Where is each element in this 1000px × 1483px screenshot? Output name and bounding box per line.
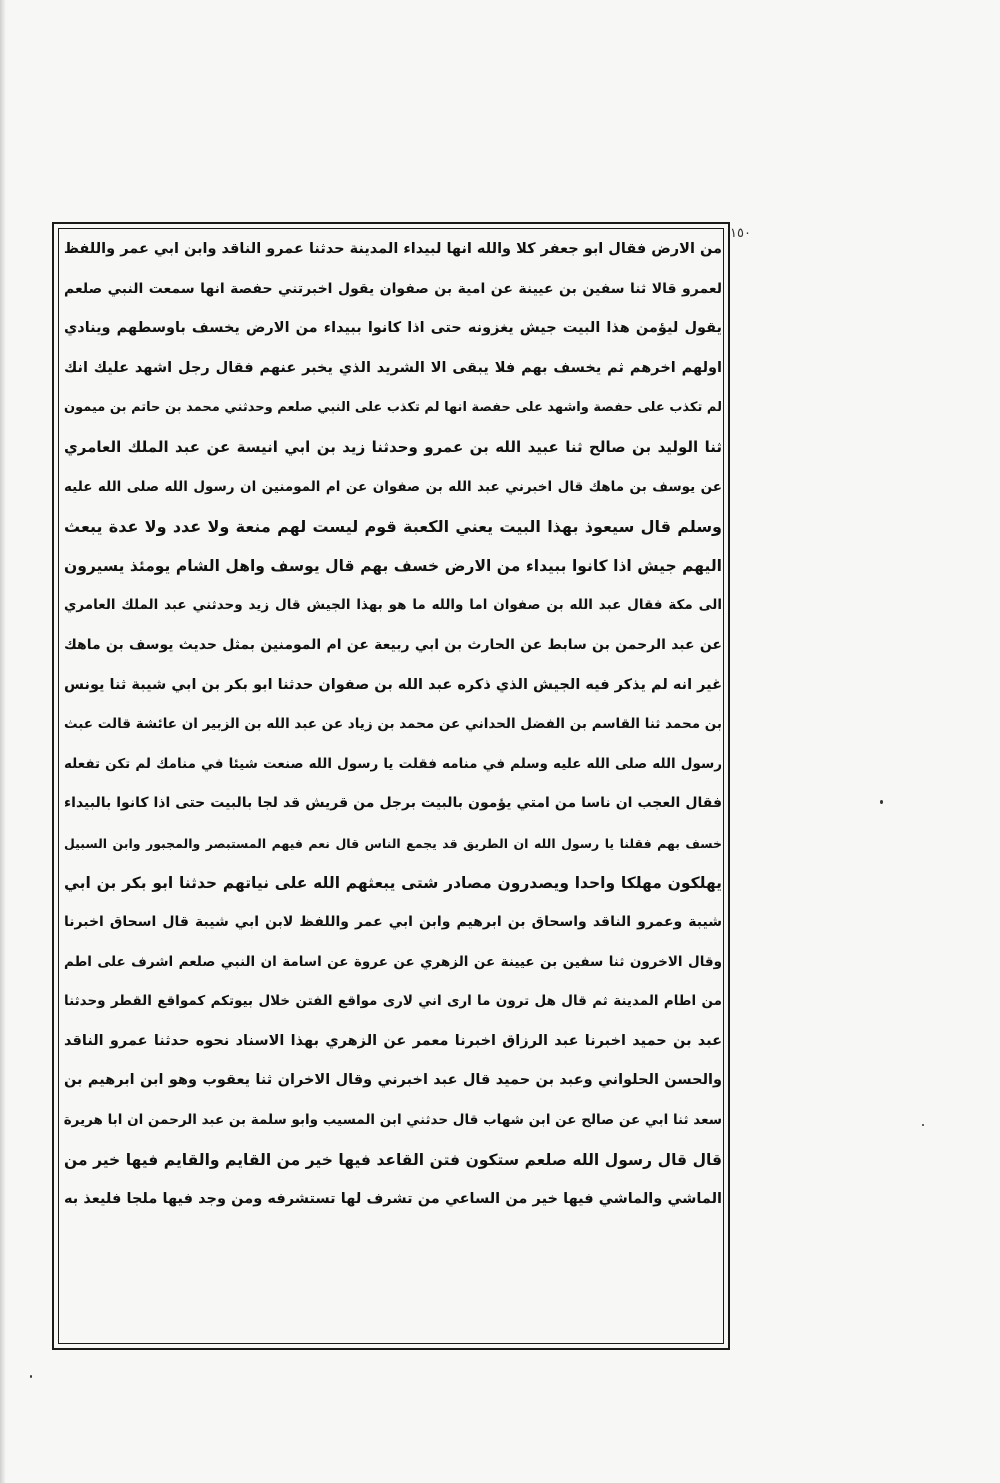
page-edge-shadow xyxy=(0,0,6,1483)
text-line: عبد بن حميد اخبرنا عبد الرزاق اخبرنا معمر عن الزهري بهذا الاسناد نحوه حدثنا عمرو الناقد xyxy=(64,1032,722,1049)
text-line: من اطام المدينة ثم قال هل ترون ما ارى اني لارى مواقع الفتن خلال بيوتكم كمواقع القطر وحدثنا xyxy=(64,993,722,1010)
text-line: خسف بهم فقلنا يا رسول الله ان الطريق قد يجمع الناس قال نعم فيهم المستبصر والمجبور وابن السبيل xyxy=(64,835,722,851)
text-line: اولهم اخرهم ثم يخسف بهم فلا يبقى الا الشريد الذي يخبر عنهم فقال رجل اشهد عليك انك xyxy=(64,359,722,376)
folio-number: ١٥٠ xyxy=(730,226,751,241)
text-line: من الارض فقال ابو جعفر كلا والله انها لبيداء المدينة حدثنا عمرو الناقد وابن ابي عمر واللفظ xyxy=(64,241,722,257)
text-line: بن محمد ثنا القاسم بن الفضل الحداني عن محمد بن زياد عن عبد الله بن الزبير ان عائشة قالت عبث xyxy=(64,716,722,733)
text-line: يهلكون مهلكا واحدا ويصدرون مصادر شتى يبعثهم الله على نياتهم حدثنا ابو بكر بن ابي xyxy=(64,873,722,892)
text-line: ثنا الوليد بن صالح ثنا عبيد الله بن عمرو وحدثنا زيد بن ابي انيسة عن عبد الملك العامري xyxy=(64,437,722,456)
text-line: قال قال رسول الله صلعم ستكون فتن القاعد فيها خير من القايم والقايم فيها خير من xyxy=(64,1150,722,1169)
text-line: يقول ليؤمن هذا البيت جيش يغزونه حتى اذا كانوا ببيداء من الارض يخسف باوسطهم وينادي xyxy=(64,320,722,337)
page-speck xyxy=(922,1124,924,1126)
page-speck xyxy=(30,1375,32,1378)
text-line: غير انه لم يذكر فيه الجيش الذي ذكره عبد الله بن صفوان حدثنا ابو بكر بن ابي شيبة ثنا يونس xyxy=(64,676,722,693)
text-line: والحسن الحلواني وعبد بن حميد قال عبد اخبرني وقال الاخران ثنا يعقوب وهو ابن ابرهيم بن xyxy=(64,1072,722,1089)
text-line: شيبة وعمرو الناقد واسحاق بن ابرهيم وابن ابي عمر واللفظ لابن ابي شيبة قال اسحاق اخبرنا xyxy=(64,914,722,931)
page-speck xyxy=(880,800,883,804)
text-line: سعد ثنا ابي عن صالح عن ابن شهاب قال حدثني ابن المسيب وابو سلمة بن عبد الرحمن ان ابا هريرة xyxy=(64,1112,722,1129)
text-line: فقال العجب ان ناسا من امتي يؤمون بالبيت برجل من قريش قد لجا بالبيت حتى اذا كانوا بالبيداء xyxy=(64,795,722,812)
text-line: رسول الله صلى الله عليه وسلم في منامه فقلت يا رسول الله صنعت شيئا في منامك لم تكن تفعله xyxy=(64,755,722,772)
text-line: الى مكة فقال عبد الله بن صفوان اما والله ما هو بهذا الجيش قال زيد وحدثني عبد الملك العامري xyxy=(64,597,722,614)
text-line: لم تكذب على حفصة واشهد على حفصة انها لم تكذب على النبي صلعم وحدثني محمد بن حاتم بن ميمون xyxy=(64,400,722,416)
text-line: وقال الاخرون ثنا سفين بن عيينة عن الزهري عن عروة عن اسامة ان النبي صلعم اشرف على اطم xyxy=(64,953,722,970)
text-line: وسلم قال سيعوذ بهذا البيت يعني الكعبة قوم ليست لهم منعة ولا عدد ولا عدة يبعث xyxy=(64,517,722,537)
text-line: عن يوسف بن ماهك قال اخبرني عبد الله بن صفوان عن ام المومنين ان رسول الله صلى الله عليه xyxy=(64,478,722,495)
text-line: لعمرو قالا ثنا سفين بن عيينة عن امية بن صفوان يقول اخبرتني حفصة انها سمعت النبي صلعم xyxy=(64,280,722,297)
manuscript-text-block xyxy=(64,230,722,1336)
text-line: عن عبد الرحمن بن سابط عن الحارث بن ابي ربيعة عن ام المومنين بمثل حديث يوسف بن ماهك xyxy=(64,636,722,653)
text-line: اليهم جيش اذا كانوا ببيداء من الارض خسف بهم قال يوسف واهل الشام يومئذ يسيرون xyxy=(64,556,722,575)
text-line: الماشي والماشي فيها خير من الساعي من تشرف لها تستشرفه ومن وجد فيها ملجا فليعذ به xyxy=(64,1191,722,1208)
